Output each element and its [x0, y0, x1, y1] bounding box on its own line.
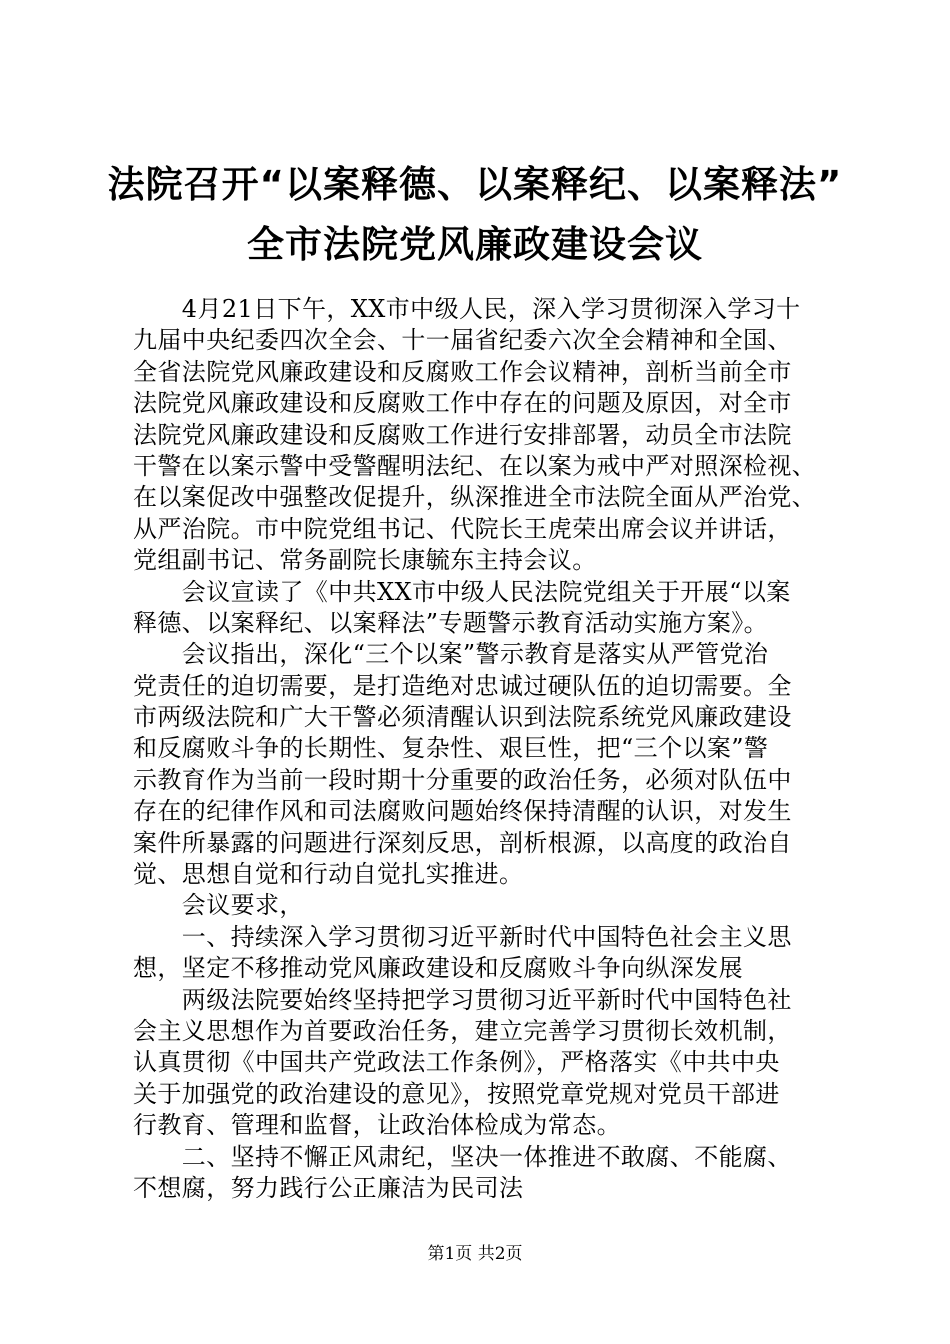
- body-line: 想，坚定不移推动党风廉政建设和反腐败斗争向纵深发展: [133, 954, 743, 983]
- body-line: 法院党风廉政建设和反腐败工作中存在的问题及原因，对全市: [133, 389, 792, 418]
- body-line: 会议要求，: [133, 891, 304, 920]
- page-footer: 第1页 共2页: [427, 1244, 523, 1264]
- body-line: 一、持续深入学习贯彻习近平新时代中国特色社会主义思: [133, 922, 792, 951]
- document-title-line-2: 全市法院党风廉政建设会议: [247, 223, 703, 266]
- body-line: 党组副书记、常务副院长康毓东主持会议。: [133, 546, 597, 575]
- body-line: 会议宣读了《中共XX市中级人民法院党组关于开展“以案: [133, 577, 791, 606]
- body-line: 会议指出，深化“三个以案”警示教育是落实从严管党治: [133, 640, 769, 669]
- body-line: 市两级法院和广大干警必须清醒认识到法院系统党风廉政建设: [133, 703, 792, 732]
- body-line: 释德、以案释纪、以案释法”专题警示教育活动实施方案》。: [133, 608, 769, 637]
- document-title-line-1: 法院召开“以案释德、以案释纪、以案释法”: [107, 163, 843, 206]
- body-line: 存在的纪律作风和司法腐败问题始终保持清醒的认识，对发生: [133, 797, 792, 826]
- body-line: 全省法院党风廉政建设和反腐败工作会议精神，剖析当前全市: [133, 357, 792, 386]
- body-line: 干警在以案示警中受警醒明法纪、在以案为戒中严对照深检视、: [133, 451, 817, 480]
- document-body: [133, 294, 833, 1204]
- body-line: 关于加强党的政治建设的意见》，按照党章党规对党员干部进: [133, 1079, 780, 1108]
- body-line: 和反腐败斗争的长期性、复杂性、艰巨性，把“三个以案”警: [133, 734, 769, 763]
- body-line: 在以案促改中强整改促提升，纵深推进全市法院全面从严治党、: [133, 483, 817, 512]
- body-line: 会主义思想作为首要政治任务，建立完善学习贯彻长效机制，: [133, 1016, 792, 1045]
- body-line: 认真贯彻《中国共产党政法工作条例》，严格落实《中共中央: [133, 1048, 780, 1077]
- body-line: 行教育、管理和监督，让政治体检成为常态。: [133, 1111, 621, 1140]
- body-line: 二、坚持不懈正风肃纪，坚决一体推进不敢腐、不能腐、: [133, 1142, 792, 1171]
- body-line: 两级法院要始终坚持把学习贯彻习近平新时代中国特色社: [133, 985, 792, 1014]
- body-line: 案件所暴露的问题进行深刻反思，剖析根源，以高度的政治自: [133, 828, 792, 857]
- body-line: 党责任的迫切需要，是打造绝对忠诚过硬队伍的迫切需要。全: [133, 671, 792, 700]
- body-line: 从严治院。市中院党组书记、代院长王虎荣出席会议并讲话，: [133, 514, 792, 543]
- body-line: 4月21日下午，XX市中级人民，深入学习贯彻深入学习十: [133, 295, 801, 323]
- body-line: 法院党风廉政建设和反腐败工作进行安排部署，动员全市法院: [133, 420, 792, 449]
- body-line: 不想腐，努力践行公正廉洁为民司法: [133, 1173, 524, 1202]
- body-line: 九届中央纪委四次全会、十一届省纪委六次全会精神和全国、: [133, 326, 792, 355]
- body-line: 示教育作为当前一段时期十分重要的政治任务，必须对队伍中: [133, 765, 792, 794]
- body-line: 觉、思想自觉和行动自觉扎实推进。: [133, 860, 524, 889]
